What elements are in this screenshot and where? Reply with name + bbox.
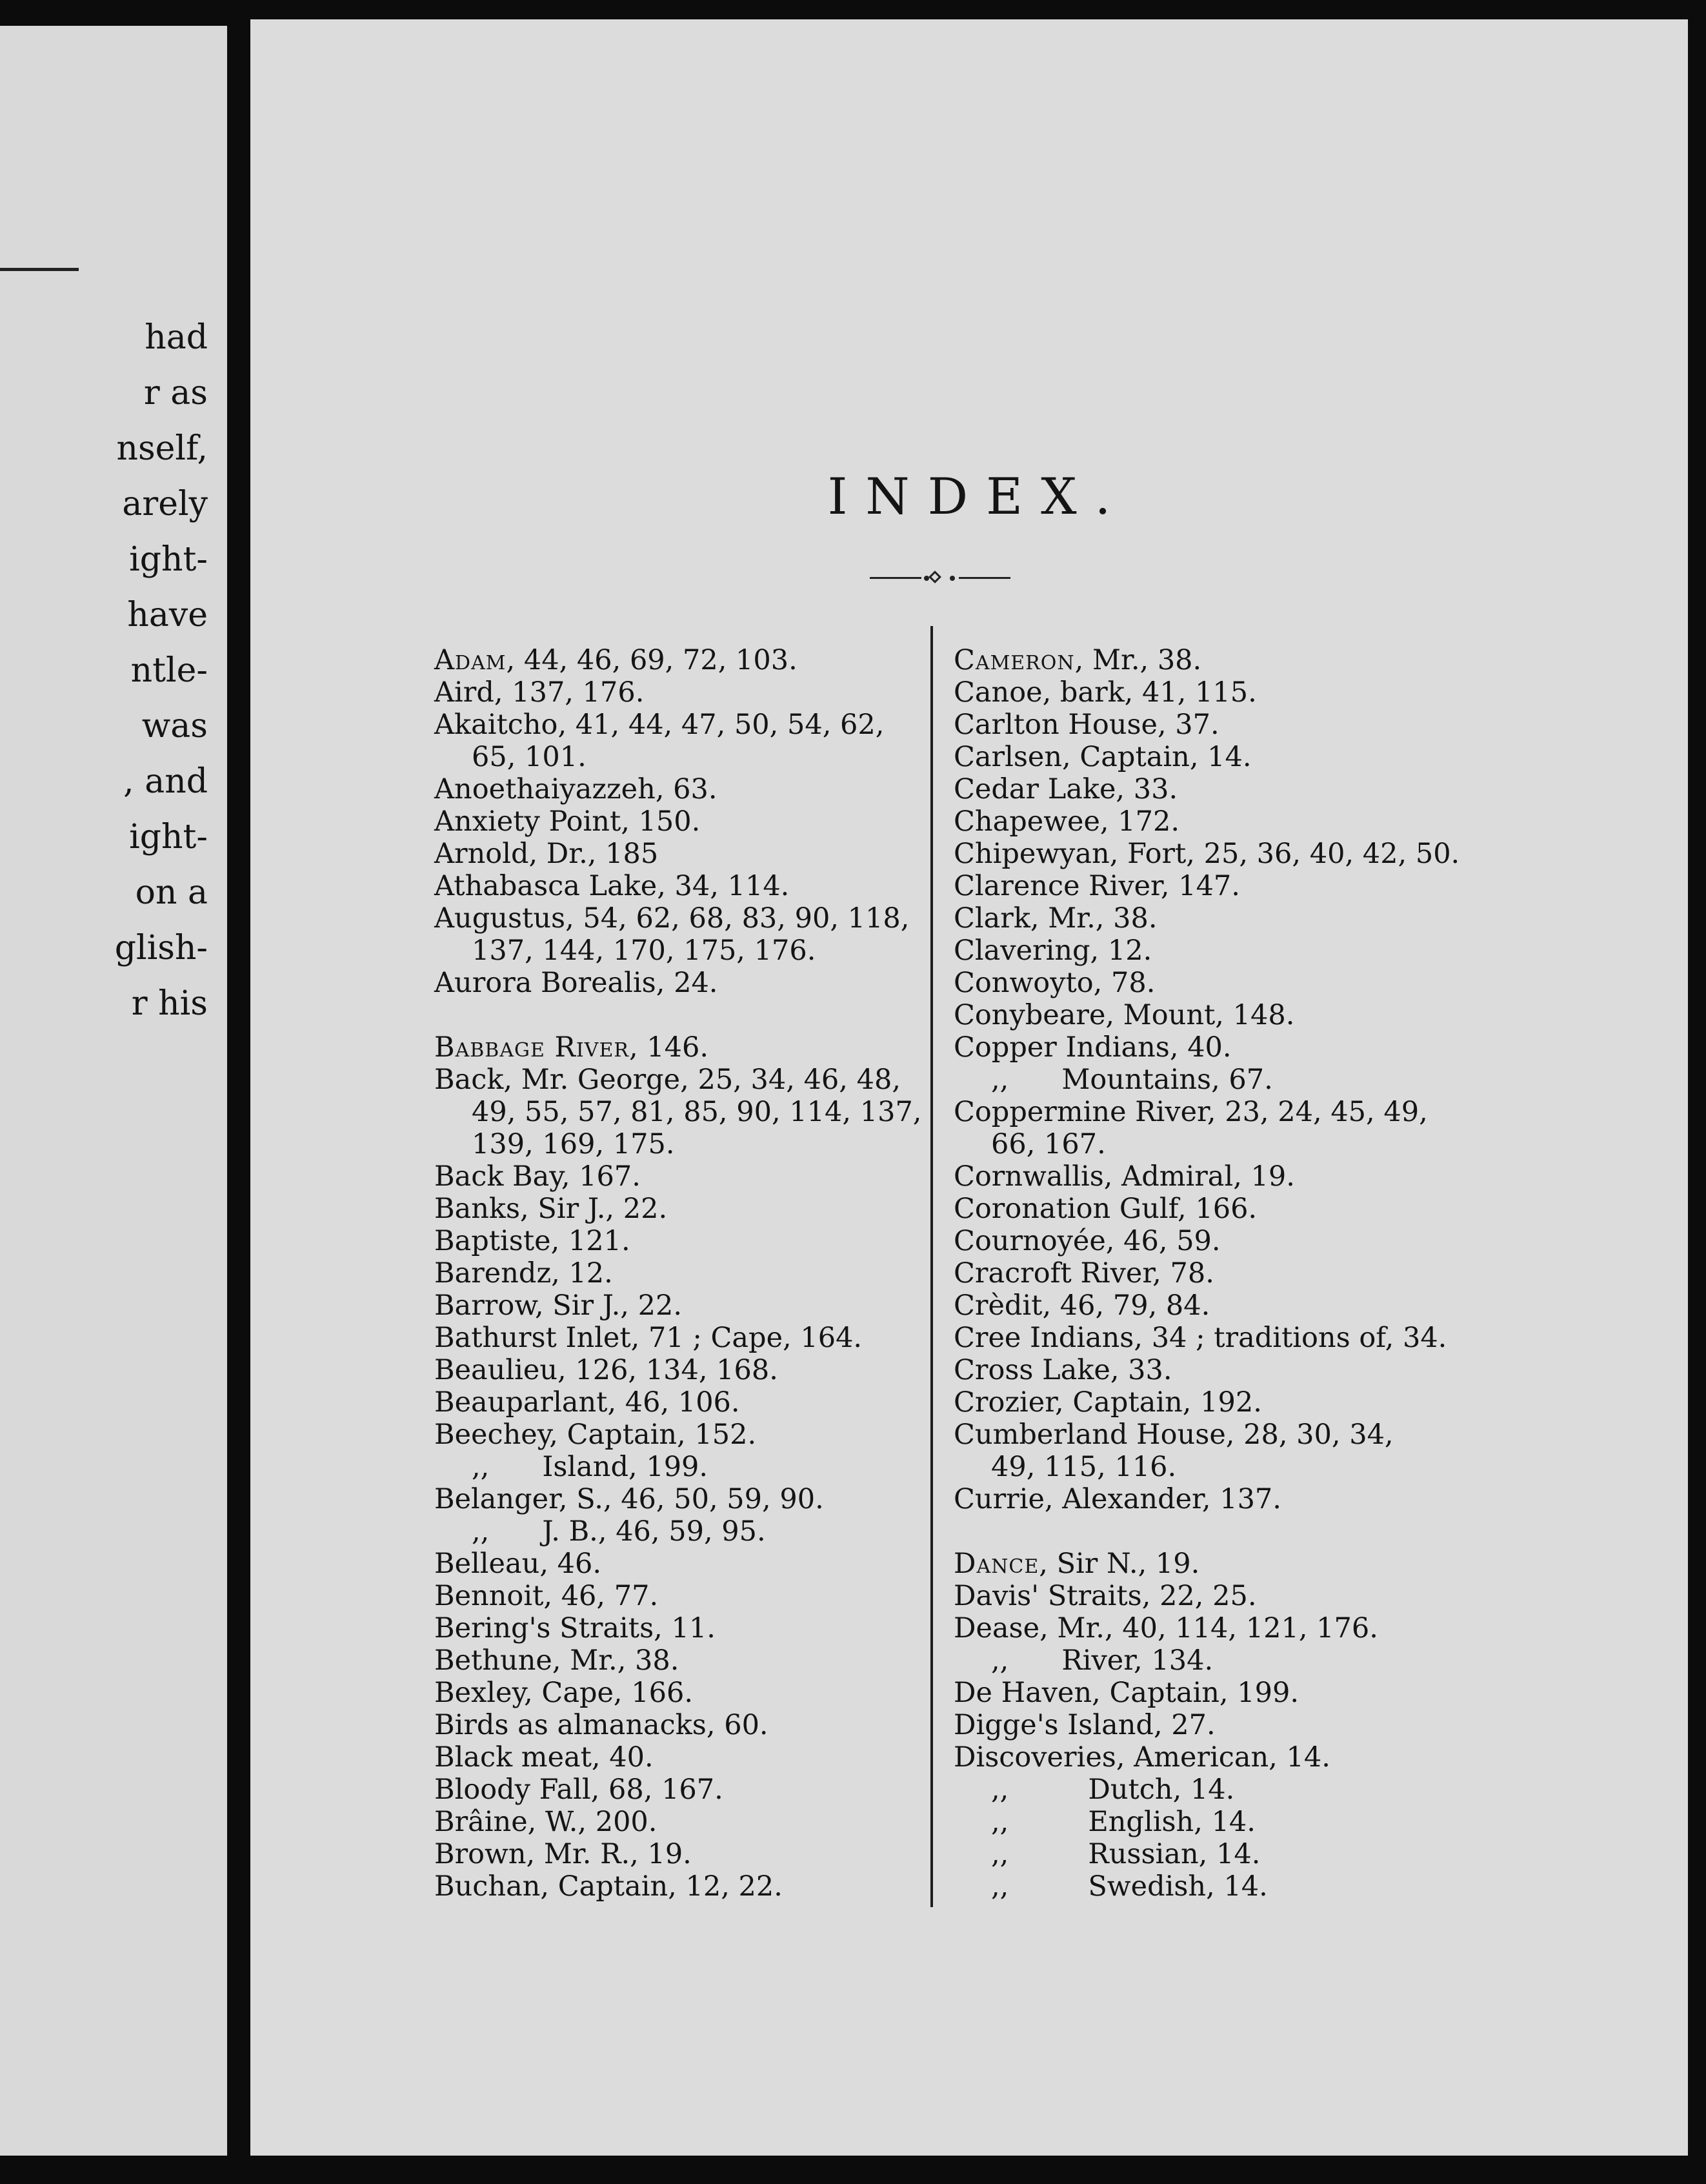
index-entry: Anxiety Point, 150. [434, 805, 701, 838]
facing-page-fragment: glish- [114, 929, 208, 967]
index-entry: Belleau, 46. [434, 1548, 602, 1580]
facing-page-fragment: had [145, 318, 208, 357]
index-entry: Conwoyto, 78. [954, 967, 1156, 999]
facing-page-fragment: ight- [129, 818, 208, 856]
index-entry: Coronation Gulf, 166. [954, 1193, 1258, 1225]
index-entry: Cumberland House, 28, 30, 34, [954, 1419, 1394, 1451]
index-entry: Arnold, Dr., 185 [434, 838, 659, 870]
index-entry: ,, J. B., 46, 59, 95. [472, 1515, 766, 1548]
facing-page-fragment: arely [122, 485, 208, 523]
index-entry: Cree Indians, 34 ; traditions of, 34. [954, 1322, 1447, 1354]
index-entry: Discoveries, American, 14. [954, 1741, 1330, 1774]
index-entry: ,, River, 134. [991, 1644, 1214, 1677]
column-divider [930, 626, 933, 1907]
index-column-right [954, 644, 1489, 1903]
ornament-line-left [870, 577, 921, 579]
index-entry-head: Adam [434, 644, 507, 676]
index-entry-head: Cameron [954, 644, 1075, 676]
index-entry: Back, Mr. George, 25, 34, 46, 48, [434, 1064, 901, 1096]
index-entry: Banks, Sir J., 22. [434, 1193, 668, 1225]
index-entry: 139, 169, 175. [472, 1128, 675, 1160]
index-entry: Bexley, Cape, 166. [434, 1677, 694, 1709]
index-entry: Bering's Straits, 11. [434, 1612, 716, 1644]
index-entry: Augustus, 54, 62, 68, 83, 90, 118, [434, 902, 910, 935]
ornament-diamond [928, 571, 941, 583]
index-entry: Cracroft River, 78. [954, 1257, 1214, 1289]
index-entry: 49, 55, 57, 81, 85, 90, 114, 137, [472, 1096, 922, 1128]
facing-page-fragment: have [127, 596, 208, 634]
facing-page-fragment: was [141, 707, 208, 745]
index-entry: Bethune, Mr., 38. [434, 1644, 679, 1677]
index-entry: Cross Lake, 33. [954, 1354, 1172, 1386]
index-entry: Aurora Borealis, 24. [434, 967, 718, 999]
facing-page-fragment: , and [123, 762, 208, 801]
index-entry [954, 1548, 1489, 1580]
index-entry: Davis' Straits, 22, 25. [954, 1580, 1257, 1612]
index-entry: Dease, Mr., 40, 114, 121, 176. [954, 1612, 1378, 1644]
index-entry: Back Bay, 167. [434, 1160, 641, 1193]
index-entry: Coppermine River, 23, 24, 45, 49, [954, 1096, 1428, 1128]
facing-page-fragment: on a [135, 873, 208, 912]
index-entry: Brown, Mr. R., 19. [434, 1838, 692, 1870]
index-entry-pages: , Mr., 38. [1074, 644, 1202, 676]
index-entry: Bathurst Inlet, 71 ; Cape, 164. [434, 1322, 863, 1354]
title-ornament [870, 571, 1010, 584]
index-entry: Belanger, S., 46, 50, 59, 90. [434, 1483, 824, 1515]
index-entry: ,, Swedish, 14. [991, 1870, 1268, 1903]
index-entry: Currie, Alexander, 137. [954, 1483, 1281, 1515]
index-entry: ,, Mountains, 67. [991, 1064, 1273, 1096]
ornament-line-right [959, 577, 1010, 579]
index-entry: Birds as almanacks, 60. [434, 1709, 768, 1741]
index-entry: Cornwallis, Admiral, 19. [954, 1160, 1295, 1193]
index-page [250, 19, 1688, 2156]
index-entry: 137, 144, 170, 175, 176. [472, 935, 816, 967]
index-entry: Clark, Mr., 38. [954, 902, 1158, 935]
index-entry: ,, Island, 199. [472, 1451, 708, 1483]
index-entry: Beechey, Captain, 152. [434, 1419, 757, 1451]
index-entry: Conybeare, Mount, 148. [954, 999, 1295, 1031]
index-entry: Aird, 137, 176. [434, 676, 645, 709]
index-entry: Carlsen, Captain, 14. [954, 741, 1252, 773]
facing-page [0, 26, 227, 2156]
index-entry: Athabasca Lake, 34, 114. [434, 870, 790, 902]
index-entry: ,, Russian, 14. [991, 1838, 1261, 1870]
index-entry: Bennoit, 46, 77. [434, 1580, 659, 1612]
index-entry: Buchan, Captain, 12, 22. [434, 1870, 783, 1903]
index-entry: Barendz, 12. [434, 1257, 613, 1289]
index-entry: Digge's Island, 27. [954, 1709, 1216, 1741]
index-entry: Akaitcho, 41, 44, 47, 50, 54, 62, [434, 709, 885, 741]
index-entry: Cedar Lake, 33. [954, 773, 1178, 805]
index-column-left [434, 644, 970, 1903]
facing-page-fragment: ntle- [130, 651, 208, 690]
index-entry: Canoe, bark, 41, 115. [954, 676, 1257, 709]
index-entry: 65, 101. [472, 741, 587, 773]
index-entry-head: Dance [954, 1548, 1039, 1580]
page-title: INDEX. [827, 468, 1129, 526]
index-entry: Chapewee, 172. [954, 805, 1179, 838]
index-entry: Baptiste, 121. [434, 1225, 630, 1257]
index-entry [954, 644, 1489, 676]
index-entry: 66, 167. [991, 1128, 1106, 1160]
index-entry: Beauparlant, 46, 106. [434, 1386, 740, 1419]
index-entry: ,, Dutch, 14. [991, 1774, 1235, 1806]
index-entry: Chipewyan, Fort, 25, 36, 40, 42, 50. [954, 838, 1460, 870]
index-entry: Barrow, Sir J., 22. [434, 1289, 682, 1322]
index-entry: Clavering, 12. [954, 935, 1152, 967]
index-entry: Black meat, 40. [434, 1741, 654, 1774]
index-entry: Crozier, Captain, 192. [954, 1386, 1262, 1419]
index-entry: 49, 115, 116. [991, 1451, 1177, 1483]
index-entry-pages: , 146. [628, 1031, 709, 1064]
index-entry: Copper Indians, 40. [954, 1031, 1232, 1064]
index-entry: Anoethaiyazzeh, 63. [434, 773, 718, 805]
index-entry-pages: , 44, 46, 69, 72, 103. [506, 644, 798, 676]
index-entry: Beaulieu, 126, 134, 168. [434, 1354, 778, 1386]
index-entry-head: Babbage River [434, 1031, 629, 1064]
facing-page-fragment: ight- [129, 540, 208, 579]
facing-page-rule [0, 268, 79, 271]
index-entry [434, 1031, 970, 1064]
index-entry: Carlton House, 37. [954, 709, 1219, 741]
index-entry: Crèdit, 46, 79, 84. [954, 1289, 1210, 1322]
facing-page-fragment: r as [143, 374, 208, 412]
index-entry: Bloody Fall, 68, 167. [434, 1774, 723, 1806]
index-entry: Clarence River, 147. [954, 870, 1240, 902]
facing-page-fragment: r his [131, 984, 208, 1023]
index-entry-pages: , Sir N., 19. [1039, 1548, 1200, 1580]
index-entry: Cournoyée, 46, 59. [954, 1225, 1221, 1257]
index-entry: ,, English, 14. [991, 1806, 1256, 1838]
index-entry: Brâine, W., 200. [434, 1806, 657, 1838]
index-entry [434, 644, 970, 676]
facing-page-fragment: nself, [116, 429, 208, 468]
ornament-dot-right [950, 576, 955, 581]
index-entry: De Haven, Captain, 199. [954, 1677, 1300, 1709]
